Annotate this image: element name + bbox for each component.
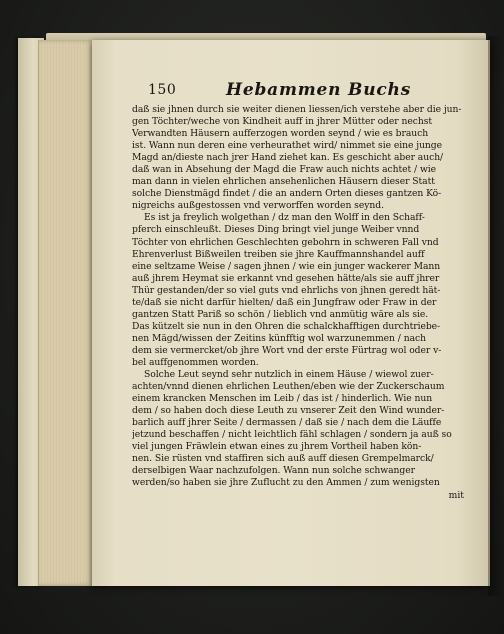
text-line: dem / so haben doch diese Leuth zu vnserer Zeit den Wind wunder- [132,405,445,417]
body-text [132,104,468,502]
text-line: auß jhrem Heymat sie erkannt vnd gesehen hätte/als sie auff jhrer [132,272,440,284]
text-line: werden/so haben sie jhre Zuflucht zu den Ammen / zum wenigsten [132,477,440,489]
text-line: te/daß sie nicht darfür hielten/ daß ein Jungfraw oder Fraw in der [132,296,437,308]
text-line: nen. Sie rüsten vnd staffiren sich auß auff diesen Grempelmarck/ [132,453,434,465]
text-line: Verwandten Häusern aufferzogen worden seynd / wie es brauch [132,128,429,140]
text-line: ist. Wann nun deren eine verheurathet wird/ nimmet sie eine junge [132,140,443,152]
text-line: derselbigen Waar nachzufolgen. Wann nun solche schwanger [132,465,415,477]
catchword-row [132,490,468,502]
page-header [148,80,468,102]
text-line: Ehrenverlust Bißweilen treiben sie jhre Kauffmannshandel auff [132,248,425,260]
text-line: pferch einschleußt. Dieses Ding bringt viel junge Weiber vnnd [132,224,420,236]
text-line: gen Töchter/weche von Kindheit auff in jhrer Mütter oder nechst [132,116,433,128]
text-line: Magd an/dieste nach jrer Hand ziehet kan. Es geschicht aber auch/ [132,152,444,164]
right-shadow [488,36,504,596]
text-line: Töchter von ehrlichen Geschlechten gebohrn in schweren Fall vnd [132,236,439,248]
text-line: achten/vnnd dienen ehrlichen Leuthen/eben wie der Zuckerschaum [132,381,445,393]
text-line: eine seltzame Weise / sagen jhnen / wie ein junger wackerer Mann [132,260,441,272]
text-line: solche Dienstmägd findet / die an andern Orten dieses gantzen Kö- [132,188,442,200]
paragraph-start-line: Es ist ja freylich wolgethan / dz man den Wolff in den Schaff- [144,212,425,224]
text-line: Das kützelt sie nun in den Ohren die schalckhafftigen durchtriebe- [132,320,441,332]
text-line: gantzen Statt Pariß so schön / lieblich vnd anmütig wäre als sie. [132,308,429,320]
text-line: daß wan in Absehung der Magd die Fraw auch nichts achtet / wie [132,164,437,176]
text-line: Thür gestanden/der so viel guts vnd ehrlichs von jhnen geredt hät- [132,284,441,296]
text-line: barlich auff jhrer Seite / dermassen / daß sie / nach dem die Läuffe [132,417,442,429]
text-line: nigreichs außgestossen vnd verworffen worden seynd. [132,200,384,212]
text-line: nen Mägd/wissen der Zeitins künfftig wol warzunemmen / nach [132,332,426,344]
page-stack-edge [38,40,95,586]
running-title: Hebammen Buchs [226,80,412,100]
catchword: mit [448,489,464,501]
paragraph-start-line: Solche Leut seynd sehr nutzlich in einem Häuse / wiewol zuer- [144,369,434,381]
page-number: 150 [148,82,177,98]
text-line: daß sie jhnen durch sie weiter dienen liessen/ich verstehe aber die jun- [132,104,462,115]
text-line: viel jungen Fräwlein etwan eines zu jhrem Vortheil haben kön- [132,441,422,453]
book-page [92,40,490,586]
text-line: jetzund beschaffen / nicht leichtlich fähl schlagen / sondern ja auß so [132,429,452,441]
text-line: man dann in vielen ehrlichen ansehenlichen Häusern dieser Statt [132,176,435,188]
text-line: dem sie vermercket/ob jhre Wort vnd der erste Fürtrag wol oder v- [132,344,442,356]
text-line: bel auffgenommen worden. [132,356,259,368]
text-line: einem krancken Menschen im Leib / das ist / hinderlich. Wie nun [132,393,433,405]
